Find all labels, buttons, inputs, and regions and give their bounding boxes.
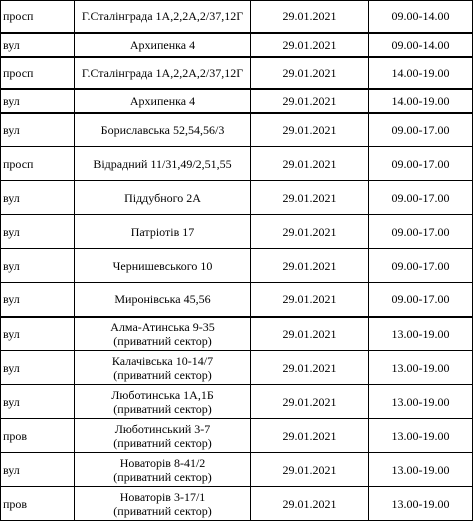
street-type-cell [1, 1, 75, 33]
address-cell [75, 249, 251, 283]
street-type: вул [3, 462, 20, 477]
street-type: просп [3, 9, 34, 24]
address-cell [75, 351, 251, 385]
street-type: просп [3, 65, 34, 80]
table-row [1, 147, 473, 181]
table-row [1, 317, 473, 351]
address-cell [75, 147, 251, 181]
outage-time: 13.00-19.00 [391, 496, 450, 511]
outage-date: 29.01.2021 [282, 37, 337, 52]
table-row [1, 487, 473, 521]
address-cell [75, 1, 251, 33]
time-cell [369, 215, 473, 249]
outage-date: 29.01.2021 [282, 122, 337, 137]
date-cell [251, 89, 369, 113]
outage-time: 13.00-19.00 [391, 326, 450, 341]
street-type-cell [1, 89, 75, 113]
outage-time: 09.00-17.00 [391, 156, 450, 171]
time-cell [369, 33, 473, 57]
table-row [1, 215, 473, 249]
outage-date: 29.01.2021 [282, 156, 337, 171]
time-cell [369, 89, 473, 113]
outage-time: 09.00-17.00 [391, 224, 450, 239]
time-cell [369, 487, 473, 521]
address-line: Архипенка 4 [129, 37, 196, 52]
outage-time: 13.00-19.00 [391, 462, 450, 477]
street-type: пров [3, 428, 28, 443]
address-note: (приватний сектор) [113, 469, 212, 484]
address-note: (приватний сектор) [113, 435, 212, 450]
outage-time: 13.00-19.00 [391, 428, 450, 443]
date-cell [251, 317, 369, 351]
address-cell [75, 113, 251, 147]
street-type-cell [1, 33, 75, 57]
outage-date: 29.01.2021 [282, 326, 337, 341]
address-line: Новаторів 8-41/2 [119, 455, 206, 470]
table-row [1, 385, 473, 419]
table-row [1, 181, 473, 215]
time-cell [369, 249, 473, 283]
table-row [1, 33, 473, 57]
date-cell [251, 453, 369, 487]
address-cell [75, 33, 251, 57]
outage-date: 29.01.2021 [282, 428, 337, 443]
address-cell [75, 317, 251, 351]
street-type-cell [1, 419, 75, 453]
outage-date: 29.01.2021 [282, 65, 337, 80]
time-cell [369, 181, 473, 215]
table-row [1, 57, 473, 89]
date-cell [251, 57, 369, 89]
outage-time: 14.00-19.00 [391, 65, 450, 80]
time-cell [369, 57, 473, 89]
outage-date: 29.01.2021 [282, 190, 337, 205]
outage-time: 09.00-17.00 [391, 122, 450, 137]
table-row [1, 1, 473, 33]
address-note: (приватний сектор) [113, 333, 212, 348]
street-type-cell [1, 147, 75, 181]
time-cell [369, 453, 473, 487]
address-line: Чернишевського 10 [112, 258, 213, 273]
street-type: вул [3, 292, 20, 307]
street-type-cell [1, 249, 75, 283]
address-line: Архипенка 4 [129, 93, 196, 108]
date-cell [251, 215, 369, 249]
street-type-cell [1, 453, 75, 487]
street-type: вул [3, 360, 20, 375]
street-type: вул [3, 122, 20, 137]
date-cell [251, 487, 369, 521]
table-row [1, 89, 473, 113]
outage-schedule-body [1, 1, 473, 521]
street-type-cell [1, 317, 75, 351]
street-type-cell [1, 113, 75, 147]
time-cell [369, 113, 473, 147]
address-cell [75, 385, 251, 419]
outage-time: 09.00-14.00 [391, 9, 450, 24]
date-cell [251, 419, 369, 453]
address-cell [75, 487, 251, 521]
outage-time: 13.00-19.00 [391, 360, 450, 375]
outage-date: 29.01.2021 [282, 394, 337, 409]
street-type: вул [3, 258, 20, 273]
outage-time: 13.00-19.00 [391, 394, 450, 409]
address-cell [75, 283, 251, 317]
address-line: Новаторів 3-17/1 [119, 489, 206, 504]
outage-date: 29.01.2021 [282, 258, 337, 273]
outage-time: 09.00-17.00 [391, 190, 450, 205]
address-line: Патріотів 17 [130, 224, 195, 239]
outage-time: 09.00-17.00 [391, 292, 450, 307]
date-cell [251, 181, 369, 215]
address-line: Г.Сталінграда 1А,2,2А,2/37,12Г [81, 9, 244, 24]
address-line: Люботинський 3-7 [114, 421, 211, 436]
address-note: (приватний сектор) [113, 401, 212, 416]
outage-time: 09.00-17.00 [391, 258, 450, 273]
street-type: вул [3, 190, 20, 205]
street-type: пров [3, 496, 28, 511]
street-type-cell [1, 385, 75, 419]
time-cell [369, 147, 473, 181]
time-cell [369, 283, 473, 317]
street-type-cell [1, 351, 75, 385]
street-type: вул [3, 93, 20, 108]
address-note: (приватний сектор) [113, 503, 212, 518]
outage-date: 29.01.2021 [282, 360, 337, 375]
address-line: Алма-Атинська 9-35 [110, 319, 215, 334]
date-cell [251, 113, 369, 147]
street-type: вул [3, 37, 20, 52]
outage-time: 09.00-14.00 [391, 37, 450, 52]
street-type-cell [1, 215, 75, 249]
address-cell [75, 215, 251, 249]
time-cell [369, 419, 473, 453]
date-cell [251, 33, 369, 57]
time-cell [369, 1, 473, 33]
address-line: Відрадний 11/31,49/2,51,55 [93, 156, 232, 171]
address-line: Г.Сталінграда 1А,2,2А,2/37,12Г [81, 65, 244, 80]
outage-date: 29.01.2021 [282, 462, 337, 477]
outage-time: 14.00-19.00 [391, 93, 450, 108]
table-row [1, 453, 473, 487]
time-cell [369, 351, 473, 385]
address-line: Миронівська 45,56 [114, 292, 211, 307]
date-cell [251, 1, 369, 33]
table-row [1, 283, 473, 317]
date-cell [251, 385, 369, 419]
address-line: Бориславська 52,54,56/3 [100, 122, 225, 137]
street-type: вул [3, 326, 20, 341]
street-type: вул [3, 224, 20, 239]
table-row [1, 351, 473, 385]
street-type-cell [1, 283, 75, 317]
outage-date: 29.01.2021 [282, 9, 337, 24]
address-cell [75, 453, 251, 487]
street-type: просп [3, 156, 34, 171]
address-line: Калачівська 10-14/7 [111, 353, 214, 368]
address-cell [75, 181, 251, 215]
outage-date: 29.01.2021 [282, 496, 337, 511]
date-cell [251, 249, 369, 283]
street-type-cell [1, 181, 75, 215]
address-cell [75, 89, 251, 113]
address-cell [75, 57, 251, 89]
street-type: вул [3, 394, 20, 409]
table-row [1, 419, 473, 453]
street-type-cell [1, 487, 75, 521]
address-cell [75, 419, 251, 453]
address-note: (приватний сектор) [113, 367, 212, 382]
address-line: Піддубного 2А [124, 190, 201, 205]
outage-date: 29.01.2021 [282, 292, 337, 307]
table-row [1, 113, 473, 147]
time-cell [369, 317, 473, 351]
time-cell [369, 385, 473, 419]
date-cell [251, 351, 369, 385]
date-cell [251, 147, 369, 181]
table-row [1, 249, 473, 283]
outage-date: 29.01.2021 [282, 93, 337, 108]
street-type-cell [1, 57, 75, 89]
date-cell [251, 283, 369, 317]
address-line: Люботинська 1А,1Б [111, 387, 214, 402]
outage-date: 29.01.2021 [282, 224, 337, 239]
